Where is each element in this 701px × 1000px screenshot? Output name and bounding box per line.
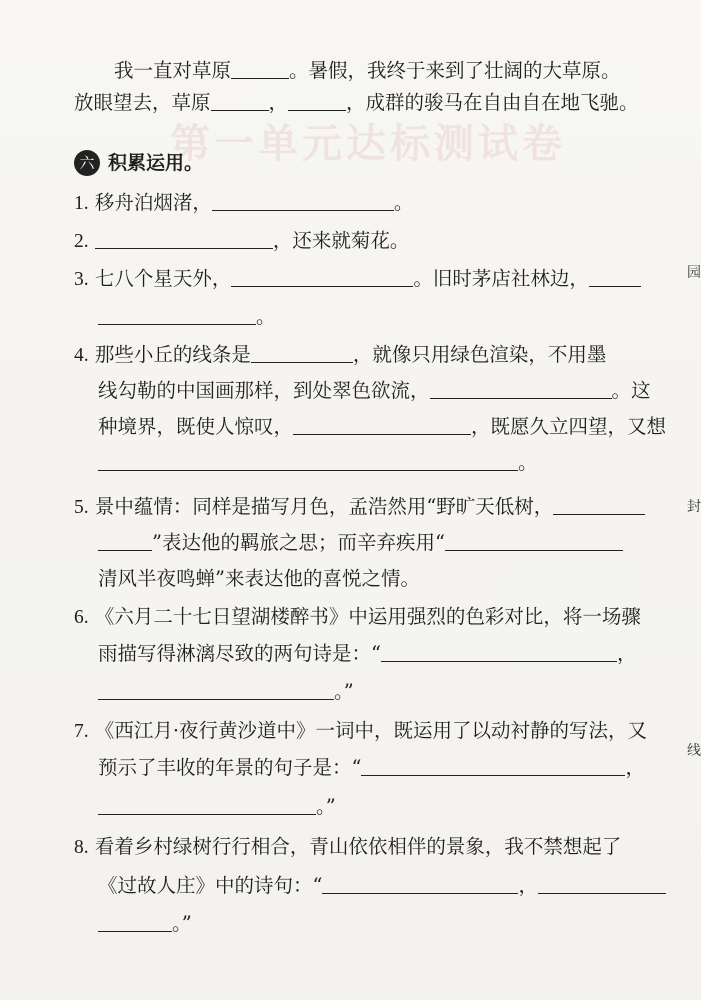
question-6-line-2: 雨描写得淋漓尽致的两句诗是：“ ， <box>98 642 637 665</box>
answer-blank[interactable] <box>293 414 471 435</box>
answer-blank[interactable] <box>538 873 666 894</box>
answer-blank[interactable] <box>231 266 413 287</box>
question-4-line-2: 线勾勒的中国画那样，到处翠色欲流， 。这 <box>98 379 651 402</box>
question-5-line-2: ”表达他的羁旅之思；而辛弃疾用“ <box>98 529 623 557</box>
answer-blank[interactable] <box>322 873 518 894</box>
edge-char-2: 封 <box>687 499 701 515</box>
edge-char-3: 线 <box>687 743 701 759</box>
answer-blank[interactable] <box>98 794 316 815</box>
question-6-line-1: 6. 《六月二十七日望湖楼醉书》中运用强烈的色彩对比，将一场骤 <box>74 605 641 628</box>
answer-blank[interactable] <box>211 90 269 111</box>
question-7-line-3: 。” <box>98 793 336 821</box>
answer-blank[interactable] <box>95 228 273 249</box>
answer-blank[interactable] <box>98 530 152 551</box>
question-2: 2. ，还来就菊花。 <box>74 229 410 252</box>
section-title: 积累运用。 <box>108 152 204 174</box>
answer-blank[interactable] <box>251 342 353 363</box>
answer-blank[interactable] <box>553 494 645 515</box>
question-6-line-3: 。” <box>98 678 354 706</box>
answer-blank[interactable] <box>98 450 518 471</box>
question-8-line-1: 8. 看着乡村绿树行行相合，青山依依相伴的景象，我不禁想起了 <box>74 835 622 858</box>
question-4-line-4: 。 <box>98 449 538 477</box>
question-7-line-2: 预示了丰收的年景的句子是：“ ， <box>98 756 645 779</box>
answer-blank[interactable] <box>288 90 346 111</box>
answer-blank[interactable] <box>212 190 394 211</box>
answer-blank[interactable] <box>445 530 623 551</box>
question-8-line-3: 。” <box>98 910 192 938</box>
answer-blank[interactable] <box>98 304 256 325</box>
question-5-line-1: 5. 景中蕴情：同样是描写月色，孟浩然用“野旷天低树， <box>74 493 645 522</box>
answer-blank[interactable] <box>98 911 172 932</box>
question-8-line-2: 《过故人庄》中的诗句：“ ， <box>98 872 666 900</box>
answer-blank[interactable] <box>430 378 612 399</box>
question-3-line-1: 3. 七八个星天外， 。旧时茅店社林边， <box>74 265 641 294</box>
bleed-through-heading: 第一单元达标测试卷 <box>170 120 566 167</box>
question-1: 1. 移舟泊烟渚， 。 <box>74 191 414 214</box>
intro-line-2: 放眼望去，草原 ， ，成群的骏马在自由自在地飞驰。 <box>74 91 639 114</box>
section-header <box>74 149 203 177</box>
edge-char-1: 园 <box>687 265 701 281</box>
section-number-badge: 六 <box>74 150 100 176</box>
question-3-line-2: 。 <box>98 303 276 331</box>
answer-blank[interactable] <box>589 266 641 287</box>
question-5-line-3: 清风半夜鸣蝉”来表达他的喜悦之情。 <box>98 567 420 590</box>
answer-blank[interactable] <box>381 641 617 662</box>
question-4-line-1: 4. 那些小丘的线条是 ，就像只用绿色渲染，不用墨 <box>74 343 607 366</box>
answer-blank[interactable] <box>98 679 334 700</box>
question-7-line-1: 7. 《西江月·夜行黄沙道中》一词中，既运用了以动衬静的写法，又 <box>74 719 648 742</box>
intro-line-1: 我一直对草原 。暑假，我终于来到了壮阔的大草原。 <box>114 59 621 82</box>
question-4-line-3: 种境界，既使人惊叹， ，既愿久立四望，又想 <box>98 415 667 438</box>
answer-blank[interactable] <box>231 58 289 79</box>
answer-blank[interactable] <box>361 755 625 776</box>
